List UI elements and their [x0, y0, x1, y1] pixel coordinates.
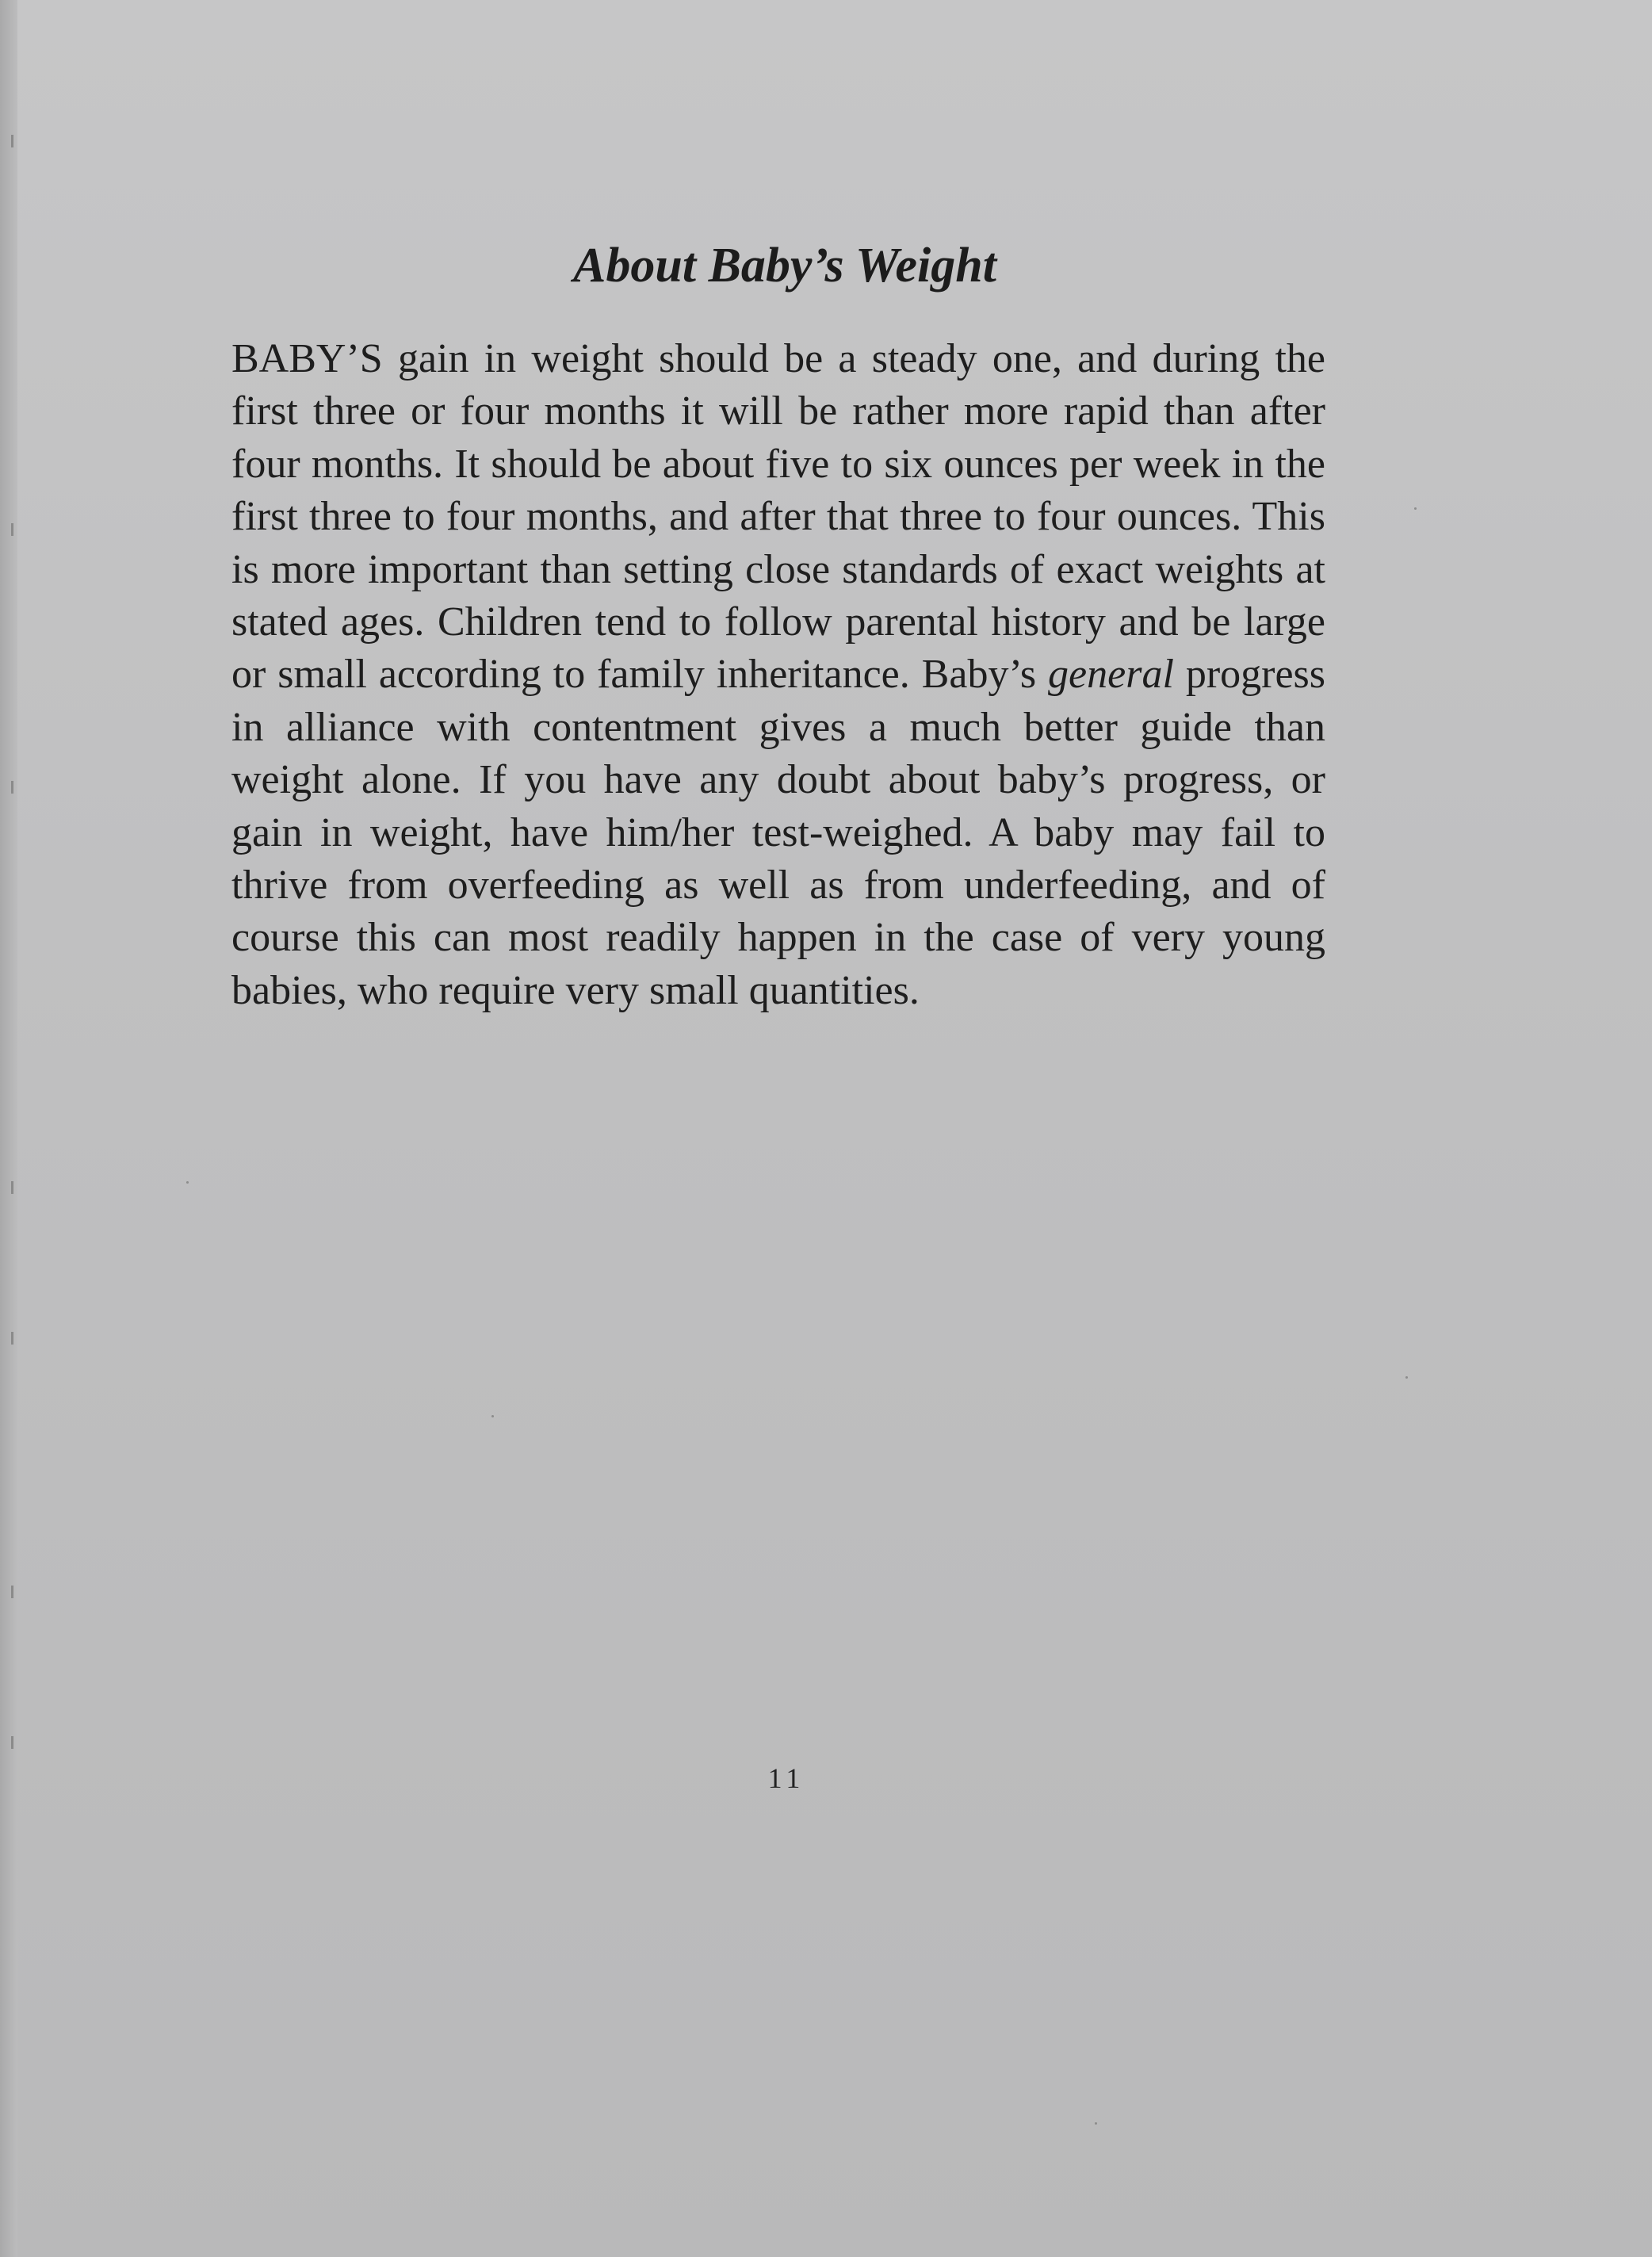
- paragraph-text-part-2: progress in alliance with contentment gives a much better guide than weight alone. If you have any doubt about baby’s progress, or gain in weight, have him/her test-weighed. A baby may fail to thrive from overfeeding as well as from underfeeding, and of course this can most readily happen in the case of very young babies, who require very small quantities.: [231, 652, 1325, 1013]
- binding-mark: [11, 1736, 13, 1749]
- binding-mark: [11, 1332, 13, 1345]
- paper-speck: [1095, 2122, 1097, 2125]
- paper-speck: [186, 1181, 189, 1184]
- binding-mark: [11, 135, 13, 147]
- paper-speck: [491, 1415, 494, 1417]
- binding-mark: [11, 781, 13, 794]
- body-paragraph: [231, 333, 1325, 1017]
- page-number: 11: [767, 1762, 805, 1794]
- paragraph-emphasis: general: [1048, 652, 1174, 698]
- paper-speck: [1414, 507, 1417, 510]
- paper-speck: [1405, 1376, 1408, 1379]
- binding-mark: [11, 1586, 13, 1598]
- page-spine-shadow: [0, 0, 17, 2257]
- binding-mark: [11, 523, 13, 536]
- binding-mark: [11, 1181, 13, 1194]
- paragraph-text-part-1: BABY’S gain in weight should be a steady one, and during the first three or four months it will be rather more rapid than after four months. It should be about five to six ounces per week in the first three to four months, and after that three to four ounces. This is more important than setting close standards of exact weights at stated ages. Children tend to follow parental history and be large or small according to family inheritance. Baby’s: [231, 336, 1325, 698]
- page-title: About Baby’s Weight: [573, 239, 996, 293]
